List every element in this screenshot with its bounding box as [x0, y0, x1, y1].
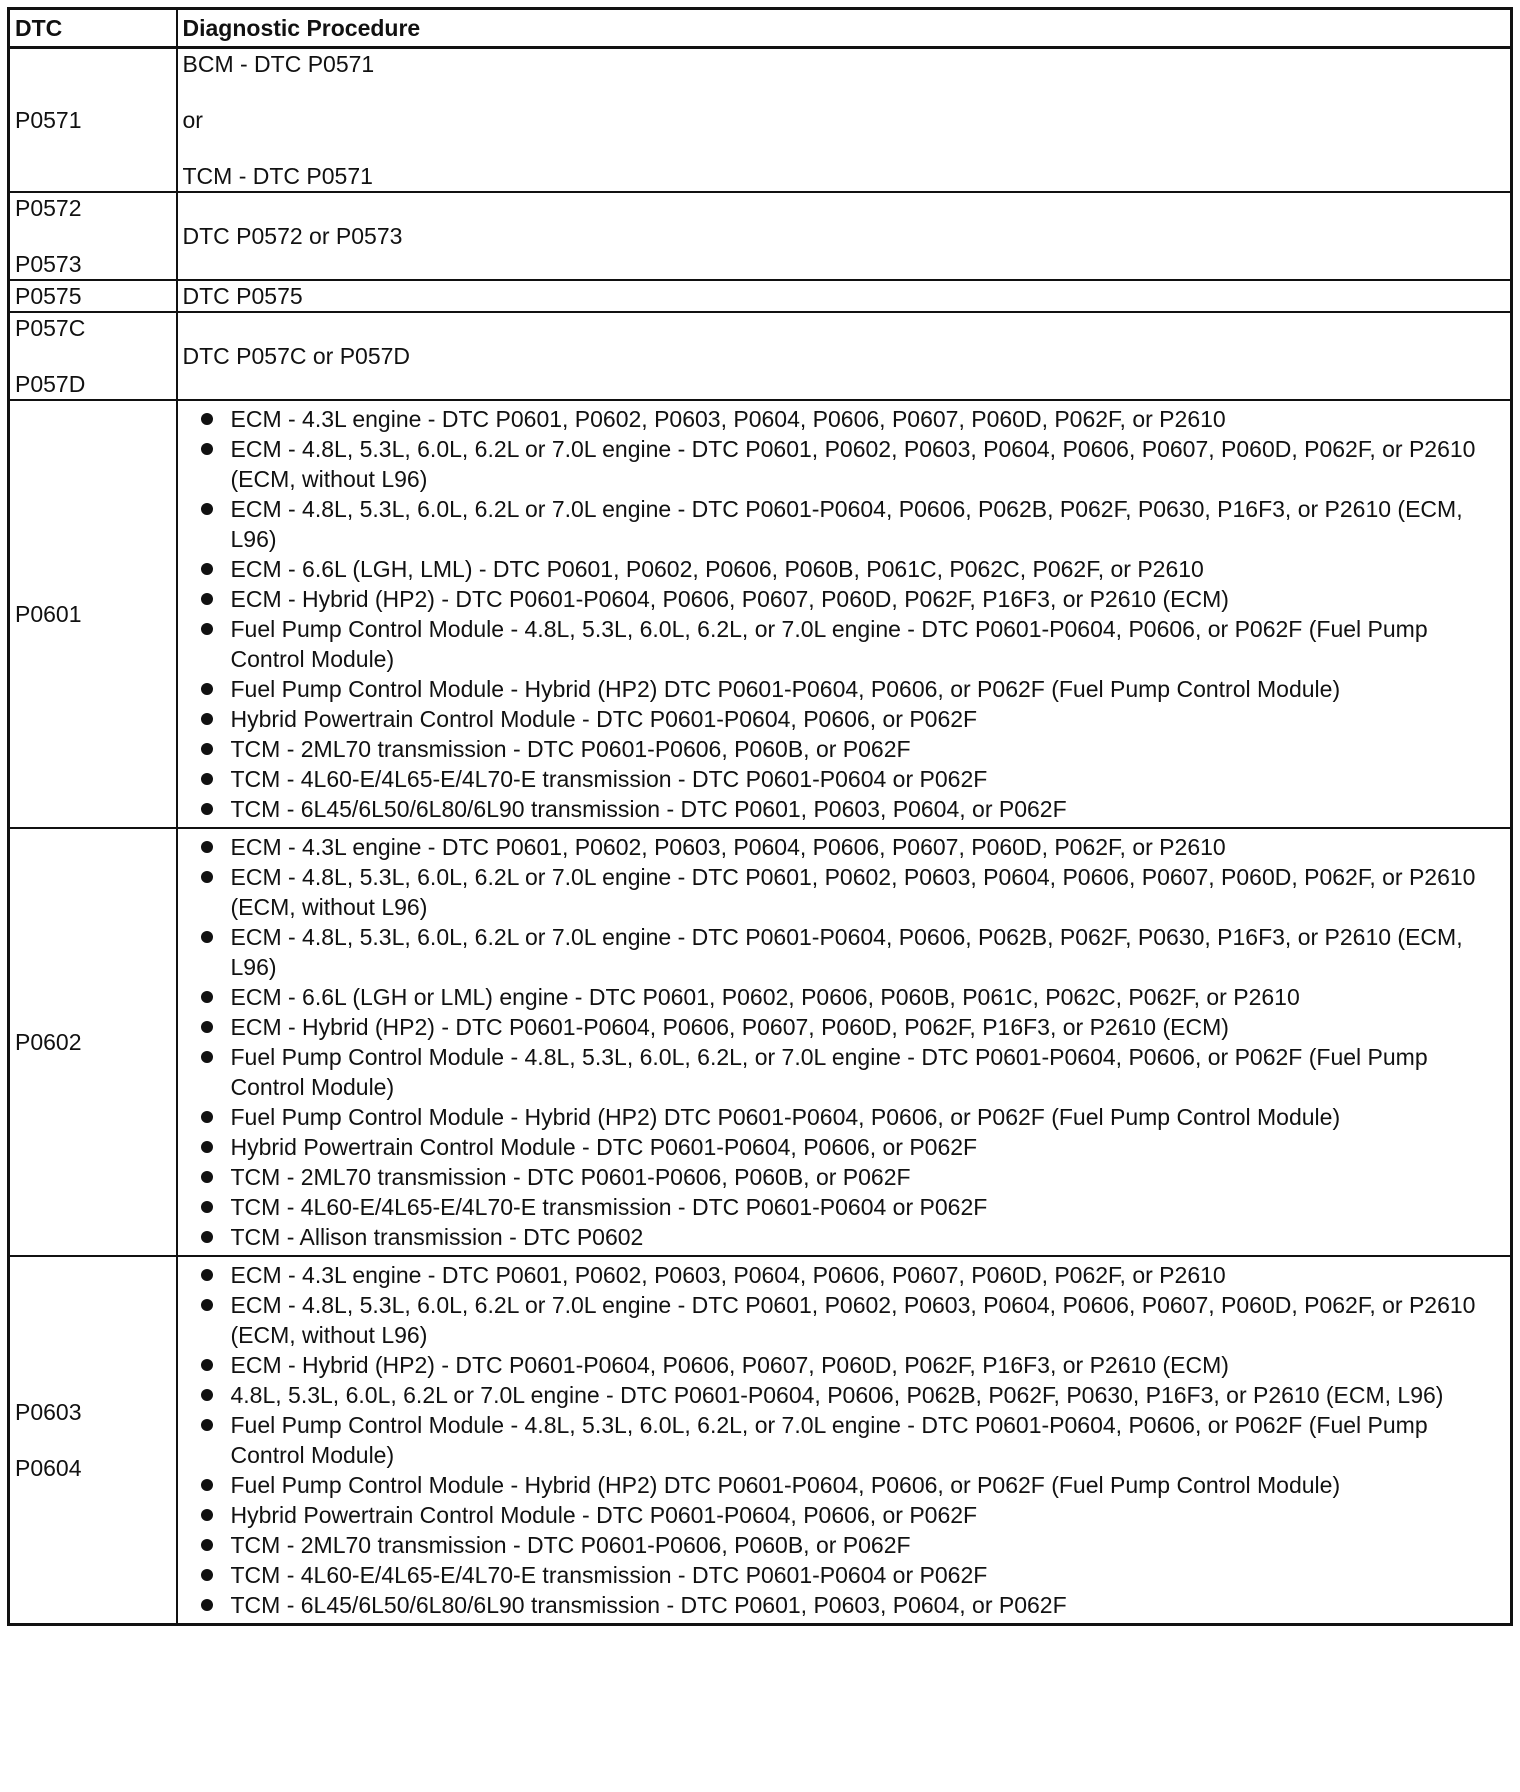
procedure-bullet-list: [183, 832, 1506, 1252]
procedure-bullet-item: ECM - 4.8L, 5.3L, 6.0L, 6.2L or 7.0L engine - DTC P0601, P0602, P0603, P0604, P0606, P0607, P060D, P062F, or P2610 (ECM, without L96): [231, 1290, 1506, 1350]
procedure-cell: [177, 828, 1512, 1256]
procedure-bullet-item: ECM - 6.6L (LGH, LML) - DTC P0601, P0602, P0606, P060B, P061C, P062C, P062F, or P2610: [231, 554, 1506, 584]
procedure-text: DTC P0572 or P0573: [182, 223, 403, 249]
procedure-bullet-item: TCM - 2ML70 transmission - DTC P0601-P0606, P060B, or P062F: [231, 734, 1506, 764]
procedure-bullet-item: TCM - 4L60-E/4L65-E/4L70-E transmission - DTC P0601-P0604 or P062F: [231, 1192, 1506, 1222]
procedure-bullet-item: Hybrid Powertrain Control Module - DTC P0601-P0604, P0606, or P062F: [231, 704, 1506, 734]
procedure-bullet-item: ECM - 4.8L, 5.3L, 6.0L, 6.2L or 7.0L engine - DTC P0601-P0604, P0606, P062B, P062F, P0630, P16F3, or P2610 (ECM, L96): [231, 494, 1506, 554]
procedure-bullet-item: Fuel Pump Control Module - 4.8L, 5.3L, 6.0L, 6.2L, or 7.0L engine - DTC P0601-P0604, P0606, or P062F (Fuel Pump Control Module): [231, 614, 1506, 674]
procedure-bullet-item: ECM - 6.6L (LGH or LML) engine - DTC P0601, P0602, P0606, P060B, P061C, P062C, P062F, or P2610: [231, 982, 1506, 1012]
procedure-bullet-item: TCM - 4L60-E/4L65-E/4L70-E transmission - DTC P0601-P0604 or P062F: [231, 1560, 1506, 1590]
procedure-text: TCM - DTC P0571: [182, 163, 373, 189]
procedure-bullet-item: ECM - Hybrid (HP2) - DTC P0601-P0604, P0606, P0607, P060D, P062F, P16F3, or P2610 (ECM): [231, 584, 1506, 614]
procedure-bullet-item: ECM - Hybrid (HP2) - DTC P0601-P0604, P0606, P0607, P060D, P062F, P16F3, or P2610 (ECM): [231, 1012, 1506, 1042]
header-dtc: DTC: [9, 9, 177, 48]
procedure-bullet-list: [183, 404, 1506, 824]
dtc-code: P057C: [15, 315, 86, 341]
dtc-cell: [9, 1256, 177, 1625]
table-row: [9, 280, 1512, 312]
procedure-text: or: [182, 107, 203, 133]
header-diagnostic-procedure: Diagnostic Procedure: [177, 9, 1512, 48]
procedure-cell: [177, 1256, 1512, 1625]
procedure-bullet-item: TCM - 6L45/6L50/6L80/6L90 transmission - DTC P0601, P0603, P0604, or P062F: [231, 1590, 1506, 1620]
procedure-bullet-item: ECM - 4.8L, 5.3L, 6.0L, 6.2L or 7.0L engine - DTC P0601, P0602, P0603, P0604, P0606, P0607, P060D, P062F, or P2610 (ECM, without L96): [231, 434, 1506, 494]
procedure-text: DTC P0575: [182, 283, 303, 309]
procedure-bullet-item: ECM - 4.8L, 5.3L, 6.0L, 6.2L or 7.0L engine - DTC P0601, P0602, P0603, P0604, P0606, P0607, P060D, P062F, or P2610 (ECM, without L96): [231, 862, 1506, 922]
dtc-cell: [9, 192, 177, 280]
table-row: [9, 400, 1512, 828]
dtc-code: P057D: [15, 371, 86, 397]
procedure-bullet-item: Fuel Pump Control Module - 4.8L, 5.3L, 6.0L, 6.2L, or 7.0L engine - DTC P0601-P0604, P0606, or P062F (Fuel Pump Control Module): [231, 1410, 1506, 1470]
procedure-bullet-item: TCM - 6L45/6L50/6L80/6L90 transmission - DTC P0601, P0603, P0604, or P062F: [231, 794, 1506, 824]
dtc-cell: [9, 312, 177, 400]
dtc-cell: [9, 280, 177, 312]
table-row: [9, 1256, 1512, 1625]
dtc-code: P0603: [15, 1399, 82, 1425]
procedure-bullet-item: ECM - Hybrid (HP2) - DTC P0601-P0604, P0606, P0607, P060D, P062F, P16F3, or P2610 (ECM): [231, 1350, 1506, 1380]
procedure-bullet-item: 4.8L, 5.3L, 6.0L, 6.2L or 7.0L engine - DTC P0601-P0604, P0606, P062B, P062F, P0630, P16F3, or P2610 (ECM, L96): [231, 1380, 1506, 1410]
header-row: [9, 9, 1512, 48]
procedure-cell: [177, 312, 1512, 400]
dtc-code: P0571: [15, 107, 82, 133]
table-row: [9, 192, 1512, 280]
dtc-cell: [9, 400, 177, 828]
table-row: [9, 828, 1512, 1256]
procedure-bullet-item: ECM - 4.3L engine - DTC P0601, P0602, P0603, P0604, P0606, P0607, P060D, P062F, or P2610: [231, 404, 1506, 434]
dtc-code: P0601: [15, 601, 82, 627]
procedure-bullet-item: Hybrid Powertrain Control Module - DTC P0601-P0604, P0606, or P062F: [231, 1500, 1506, 1530]
dtc-code: P0575: [15, 283, 82, 309]
procedure-cell: [177, 400, 1512, 828]
procedure-bullet-item: Fuel Pump Control Module - 4.8L, 5.3L, 6.0L, 6.2L, or 7.0L engine - DTC P0601-P0604, P0606, or P062F (Fuel Pump Control Module): [231, 1042, 1506, 1102]
procedure-cell: [177, 192, 1512, 280]
procedure-bullet-item: Fuel Pump Control Module - Hybrid (HP2) DTC P0601-P0604, P0606, or P062F (Fuel Pump Control Module): [231, 674, 1506, 704]
dtc-cell: [9, 48, 177, 193]
procedure-text: BCM - DTC P0571: [182, 51, 375, 77]
procedure-bullet-item: ECM - 4.8L, 5.3L, 6.0L, 6.2L or 7.0L engine - DTC P0601-P0604, P0606, P062B, P062F, P0630, P16F3, or P2610 (ECM, L96): [231, 922, 1506, 982]
dtc-table: [7, 7, 1513, 1626]
table-row: [9, 48, 1512, 193]
procedure-bullet-item: TCM - 4L60-E/4L65-E/4L70-E transmission - DTC P0601-P0604 or P062F: [231, 764, 1506, 794]
dtc-cell: [9, 828, 177, 1256]
dtc-code: P0572: [15, 195, 82, 221]
procedure-text: DTC P057C or P057D: [182, 343, 411, 369]
procedure-bullet-item: ECM - 4.3L engine - DTC P0601, P0602, P0603, P0604, P0606, P0607, P060D, P062F, or P2610: [231, 832, 1506, 862]
dtc-code: P0602: [15, 1029, 82, 1055]
procedure-bullet-item: Fuel Pump Control Module - Hybrid (HP2) DTC P0601-P0604, P0606, or P062F (Fuel Pump Control Module): [231, 1470, 1506, 1500]
procedure-bullet-list: [183, 1260, 1506, 1620]
table-row: [9, 312, 1512, 400]
procedure-bullet-item: Hybrid Powertrain Control Module - DTC P0601-P0604, P0606, or P062F: [231, 1132, 1506, 1162]
procedure-bullet-item: TCM - 2ML70 transmission - DTC P0601-P0606, P060B, or P062F: [231, 1162, 1506, 1192]
dtc-code: P0604: [15, 1455, 82, 1481]
procedure-bullet-item: TCM - 2ML70 transmission - DTC P0601-P0606, P060B, or P062F: [231, 1530, 1506, 1560]
procedure-cell: [177, 48, 1512, 193]
table-body: [9, 48, 1512, 1625]
procedure-bullet-item: ECM - 4.3L engine - DTC P0601, P0602, P0603, P0604, P0606, P0607, P060D, P062F, or P2610: [231, 1260, 1506, 1290]
dtc-code: P0573: [15, 251, 82, 277]
procedure-bullet-item: TCM - Allison transmission - DTC P0602: [231, 1222, 1506, 1252]
procedure-cell: [177, 280, 1512, 312]
procedure-bullet-item: Fuel Pump Control Module - Hybrid (HP2) DTC P0601-P0604, P0606, or P062F (Fuel Pump Control Module): [231, 1102, 1506, 1132]
